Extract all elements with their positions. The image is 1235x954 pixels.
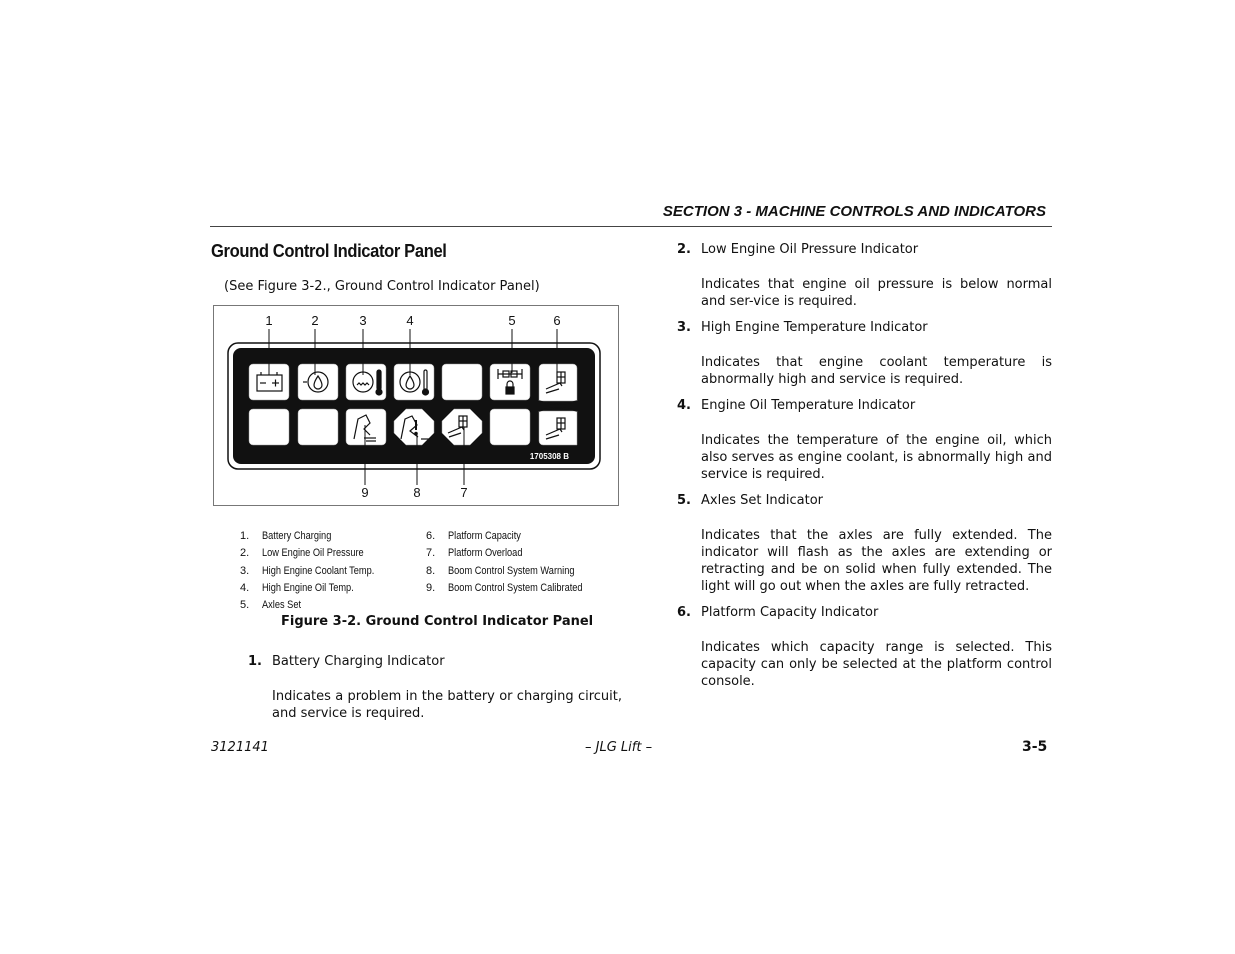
legend-num-2: 2.	[240, 547, 250, 559]
legend-num-6: 6.	[426, 530, 436, 542]
item-number: 6.	[677, 605, 691, 620]
item-title: Platform Capacity Indicator	[701, 605, 879, 620]
callout-8: 8	[413, 485, 421, 500]
legend-label-7: Platform Overload	[448, 547, 523, 559]
item-description: Indicates that engine coolant temperature is abnormally high and service is required.	[701, 355, 1052, 387]
legend-num-7: 7.	[426, 547, 436, 559]
legend-num-3: 3.	[240, 565, 250, 577]
axles-set-lamp	[490, 364, 530, 400]
item-number: 3.	[677, 320, 691, 335]
callout-2: 2	[311, 313, 319, 328]
legend-label-3: High Engine Coolant Temp.	[262, 565, 375, 577]
platform-capacity-lamp-lower	[539, 411, 577, 445]
callout-6: 6	[553, 313, 561, 328]
item-title: Engine Oil Temperature Indicator	[701, 398, 916, 413]
legend-num-1: 1.	[240, 530, 250, 542]
legend-label-8: Boom Control System Warning	[448, 565, 575, 577]
legend-label-9: Boom Control System Calibrated	[448, 582, 583, 594]
item-description: Indicates the temperature of the engine oil, which also serves as engine coolant, is abnormally high and service is required.	[701, 433, 1052, 482]
callout-5: 5	[508, 313, 516, 328]
callout-3: 3	[359, 313, 367, 328]
section-header: SECTION 3 - MACHINE CONTROLS AND INDICATORS	[662, 203, 1046, 220]
legend-label-2: Low Engine Oil Pressure	[262, 547, 364, 559]
item-number: 4.	[677, 398, 691, 413]
legend-num-9: 9.	[426, 582, 436, 594]
page-title: Ground Control Indicator Panel	[211, 241, 447, 261]
item-description: Indicates which capacity range is selected. This capacity can only be selected at the platform control console.	[701, 640, 1052, 689]
item-number: 2.	[677, 242, 691, 257]
footer-document-number: 3121141	[211, 740, 269, 755]
legend-label-1: Battery Charging	[262, 530, 332, 542]
callout-1: 1	[265, 313, 273, 328]
legend-num-5: 5.	[240, 599, 250, 611]
legend-num-8: 8.	[426, 565, 436, 577]
footer-page-number: 3-5	[1022, 739, 1048, 755]
item-description: Indicates that the axles are fully extended. The indicator will flash as the axles are extending or retracting and be on solid when fully extended. The light will go out when the axles are fully retracted.	[701, 528, 1052, 594]
item-title: Low Engine Oil Pressure Indicator	[701, 242, 919, 257]
header-divider	[210, 226, 1052, 227]
footer-brand: – JLG Lift –	[585, 740, 653, 755]
indicator-panel-figure	[213, 305, 619, 506]
legend-label-6: Platform Capacity	[448, 530, 521, 542]
item-description: Indicates a problem in the battery or charging circuit, and service is required.	[272, 689, 622, 721]
callout-7: 7	[460, 485, 468, 500]
item-number: 1.	[248, 654, 262, 669]
item-description: Indicates that engine oil pressure is below normal and ser-vice is required.	[701, 277, 1052, 309]
blank-lamp-4	[490, 409, 530, 445]
legend-label-4: High Engine Oil Temp.	[262, 582, 354, 594]
figure-caption: Figure 3-2. Ground Control Indicator Panel	[281, 614, 594, 629]
blank-lamp-1	[442, 364, 482, 400]
callout-9: 9	[361, 485, 369, 500]
blank-lamp-2	[249, 409, 289, 445]
item-number: 5.	[677, 493, 691, 508]
figure-reference: (See Figure 3-2., Ground Control Indicator Panel)	[224, 279, 540, 294]
blank-lamp-3	[298, 409, 338, 445]
item-title: Axles Set Indicator	[701, 493, 824, 508]
callout-4: 4	[406, 313, 414, 328]
legend-label-5: Axles Set	[262, 599, 302, 611]
item-title: High Engine Temperature Indicator	[701, 320, 928, 335]
legend-num-4: 4.	[240, 582, 250, 594]
part-number: 1705308 B	[529, 452, 569, 461]
item-title: Battery Charging Indicator	[272, 654, 445, 669]
